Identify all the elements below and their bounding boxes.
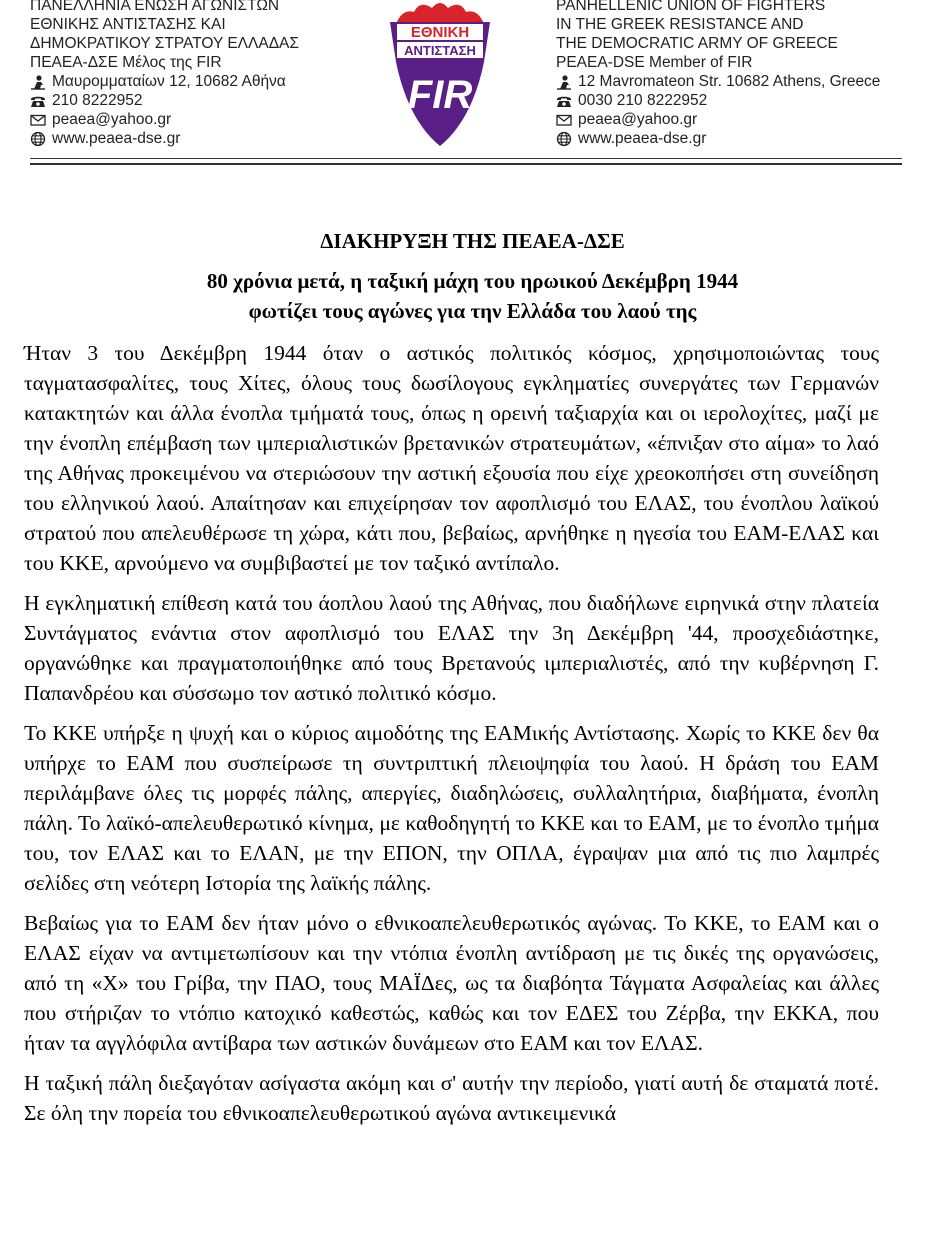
letterhead-english — [556, 0, 880, 148]
english-org-line-2: IN THE GREEK RESISTANCE AND — [556, 16, 804, 33]
paragraph-5: Η ταξική πάλη διεξαγόταν ασίγαστα ακόμη και σ' αυτήν την περίοδο, γιατί αυτή δε σταματά ποτέ. Σε όλη την πορεία του εθνικοαπελευθερωτικού αγώνα αντικειμενικά — [24, 1071, 879, 1125]
english-address-row — [556, 72, 880, 91]
greek-phone-row — [30, 91, 299, 110]
subtitle-line-2: φωτίζει τους αγώνες για την Ελλάδα του λαού της — [248, 299, 697, 323]
english-address: 12 Mavromateon Str. 10682 Athens, Greece — [578, 73, 881, 90]
english-org-line-4: PEAEA-DSE Member of FIR — [556, 54, 753, 71]
logo-letters: FIR — [407, 73, 473, 117]
declaration-title: ΔΙΑΚΗΡΥΞΗ ΤΗΣ ΠΕΑΕΑ-ΔΣΕ — [320, 229, 625, 253]
greek-org-line-2: ΕΘΝΙΚΗΣ ΑΝΤΙΣΤΑΣΗΣ ΚΑΙ — [30, 16, 226, 33]
letterhead — [0, 0, 945, 170]
envelope-icon — [556, 112, 572, 128]
english-org-line-1: PANHELLENIC UNION OF FIGHTERS — [556, 0, 826, 14]
phone-icon — [30, 93, 46, 109]
logo-text-bottom: ΑΝΤΙΣΤΑΣΗ — [404, 43, 476, 58]
person-icon — [556, 74, 572, 90]
english-phone-row — [556, 91, 880, 110]
fir-logo — [388, 0, 492, 150]
logo-text-top: ΕΘΝΙΚΗ — [410, 24, 470, 41]
english-email-row — [556, 110, 880, 129]
greek-email[interactable]: peaea@yahoo.gr — [52, 111, 172, 128]
english-email[interactable]: peaea@yahoo.gr — [578, 111, 698, 128]
subtitle-line-1: 80 χρόνια μετά, η ταξική μάχη του ηρωικού Δεκέμβρη 1944 — [206, 269, 739, 293]
paragraph-2: Η εγκληματική επίθεση κατά του άοπλου λαού της Αθήνας, που διαδήλωνε ειρηνικά στην πλατεία Συντάγματος ενάντια στον αφοπλισμό του ΕΛΑΣ την 3η Δεκέμβρη '44, προσχεδιάστηκε, οργανώθηκε και πραγματοποιήθηκε από τους Βρετανούς ιμπεριαλιστές, από την κυβέρνηση Γ. Παπανδρέου και σύσσωμο τον αστικό πολιτικό κόσμο. — [24, 591, 879, 705]
phone-icon — [556, 93, 572, 109]
envelope-icon — [30, 112, 46, 128]
greek-org-line-4: ΠΕΑΕΑ-ΔΣΕ Μέλος της FIR — [30, 54, 222, 71]
document-subtitle — [0, 266, 945, 326]
greek-org-line-1: ΠΑΝΕΛΛΗΝΙΑ ΕΝΩΣΗ ΑΓΩΝΙΣΤΩΝ — [30, 0, 280, 14]
greek-email-row — [30, 110, 299, 129]
greek-org-line-3: ΔΗΜΟΚΡΑΤΙΚΟΥ ΣΤΡΑΤΟΥ ΕΛΛΑΔΑΣ — [30, 35, 299, 52]
paragraph-1: Ήταν 3 του Δεκέμβρη 1944 όταν ο αστικός πολιτικός κόσμος, χρησιμοποιώντας τους ταγματασφαλίτες, τους Χίτες, όλους τους δωσίλογους εγκληματίες συνεργάτες των Γερμανών κατακτητών και άλλα ένοπλα τμήματά τους, όπως η ορεινή ταξιαρχία και οι ιερολοχίτες, μαζί με την ένοπλη επέμβαση των ιμπεριαλιστικών βρετανικών στρατευμάτων, «έπνιξαν στο αίμα» το λαό της Αθήνας προκειμένου να στεριώσουν την αστική εξουσία που είχε χρεοκοπήσει στη συνείδηση του ελληνικού λαού. Απαίτησαν και επιχείρησαν τον αφοπλισμό του ΕΛΑΣ, του ένοπλου λαϊκού στρατού που απελευθέρωσε τη χώρα, κάτι που, βεβαίως, αρνήθηκε η ηγεσία του ΕΑΜ-ΕΛΑΣ και του ΚΚΕ, αρνούμενο να συμβιβαστεί με τον ταξικό αντίπαλο. — [24, 341, 879, 575]
document-body — [24, 338, 879, 1138]
header-divider-thin — [30, 158, 902, 159]
letterhead-greek — [30, 0, 299, 148]
globe-icon — [556, 131, 572, 147]
greek-phone: 210 8222952 — [52, 92, 143, 109]
greek-website-row — [30, 129, 299, 148]
greek-address: Μαυρομματαίων 12, 10682 Αθήνα — [52, 73, 286, 90]
english-website-row — [556, 129, 880, 148]
globe-icon — [30, 131, 46, 147]
english-org-line-3: THE DEMOCRATIC ARMY OF GREECE — [556, 35, 838, 52]
english-phone: 0030 210 8222952 — [578, 92, 708, 109]
header-divider-thick — [30, 163, 902, 165]
english-website[interactable]: www.peaea-dse.gr — [578, 130, 707, 147]
greek-address-row — [30, 72, 299, 91]
greek-website[interactable]: www.peaea-dse.gr — [52, 130, 181, 147]
paragraph-3: Το ΚΚΕ υπήρξε η ψυχή και ο κύριος αιμοδότης της ΕΑΜικής Αντίστασης. Χωρίς το ΚΚΕ δεν θα υπήρχε το ΕΑΜ που συσπείρωσε τη συντριπτική πλειοψηφία του λαού. Η δράση του ΕΑΜ περιλάμβανε όλες τις μορφές πάλης, απεργίες, διαδηλώσεις, συλλαλητήρια, διαβήματα, ένοπλη πάλη. Το λαϊκό-απελευθερωτικό κίνημα, με καθοδηγητή το ΚΚΕ και το ΕΑΜ, με το ένοπλο τμήμα του, τον ΕΛΑΣ και το ΕΛΑΝ, με την ΕΠΟΝ, την ΟΠΛΑ, έγραψαν μια από τις πιο λαμπρές σελίδες στη νεότερη Ιστορία της λαϊκής πάλης. — [24, 721, 879, 895]
person-icon — [30, 74, 46, 90]
paragraph-4: Βεβαίως για το ΕΑΜ δεν ήταν μόνο ο εθνικοαπελευθερωτικός αγώνας. Το ΚΚΕ, το ΕΑΜ και ο ΕΛΑΣ είχαν να αντιμετωπίσουν και την ντόπια ένοπλη αντίδραση με τις δικές της οργανώσεις, από τη «Χ» του Γρίβα, την ΠΑΟ, τους ΜΑΪΔες, ως τα διαβόητα Τάγματα Ασφαλείας και άλλες που στήριζαν το ντόπιο κατοχικό καθεστώς, καθώς και τον ΕΔΕΣ του Ζέρβα, την ΕΚΚΑ, που ήταν τα αγγλόφιλα αντίβαρα των αστικών δυνάμεων στο ΕΑΜ και τον ΕΛΑΣ. — [24, 911, 879, 1055]
